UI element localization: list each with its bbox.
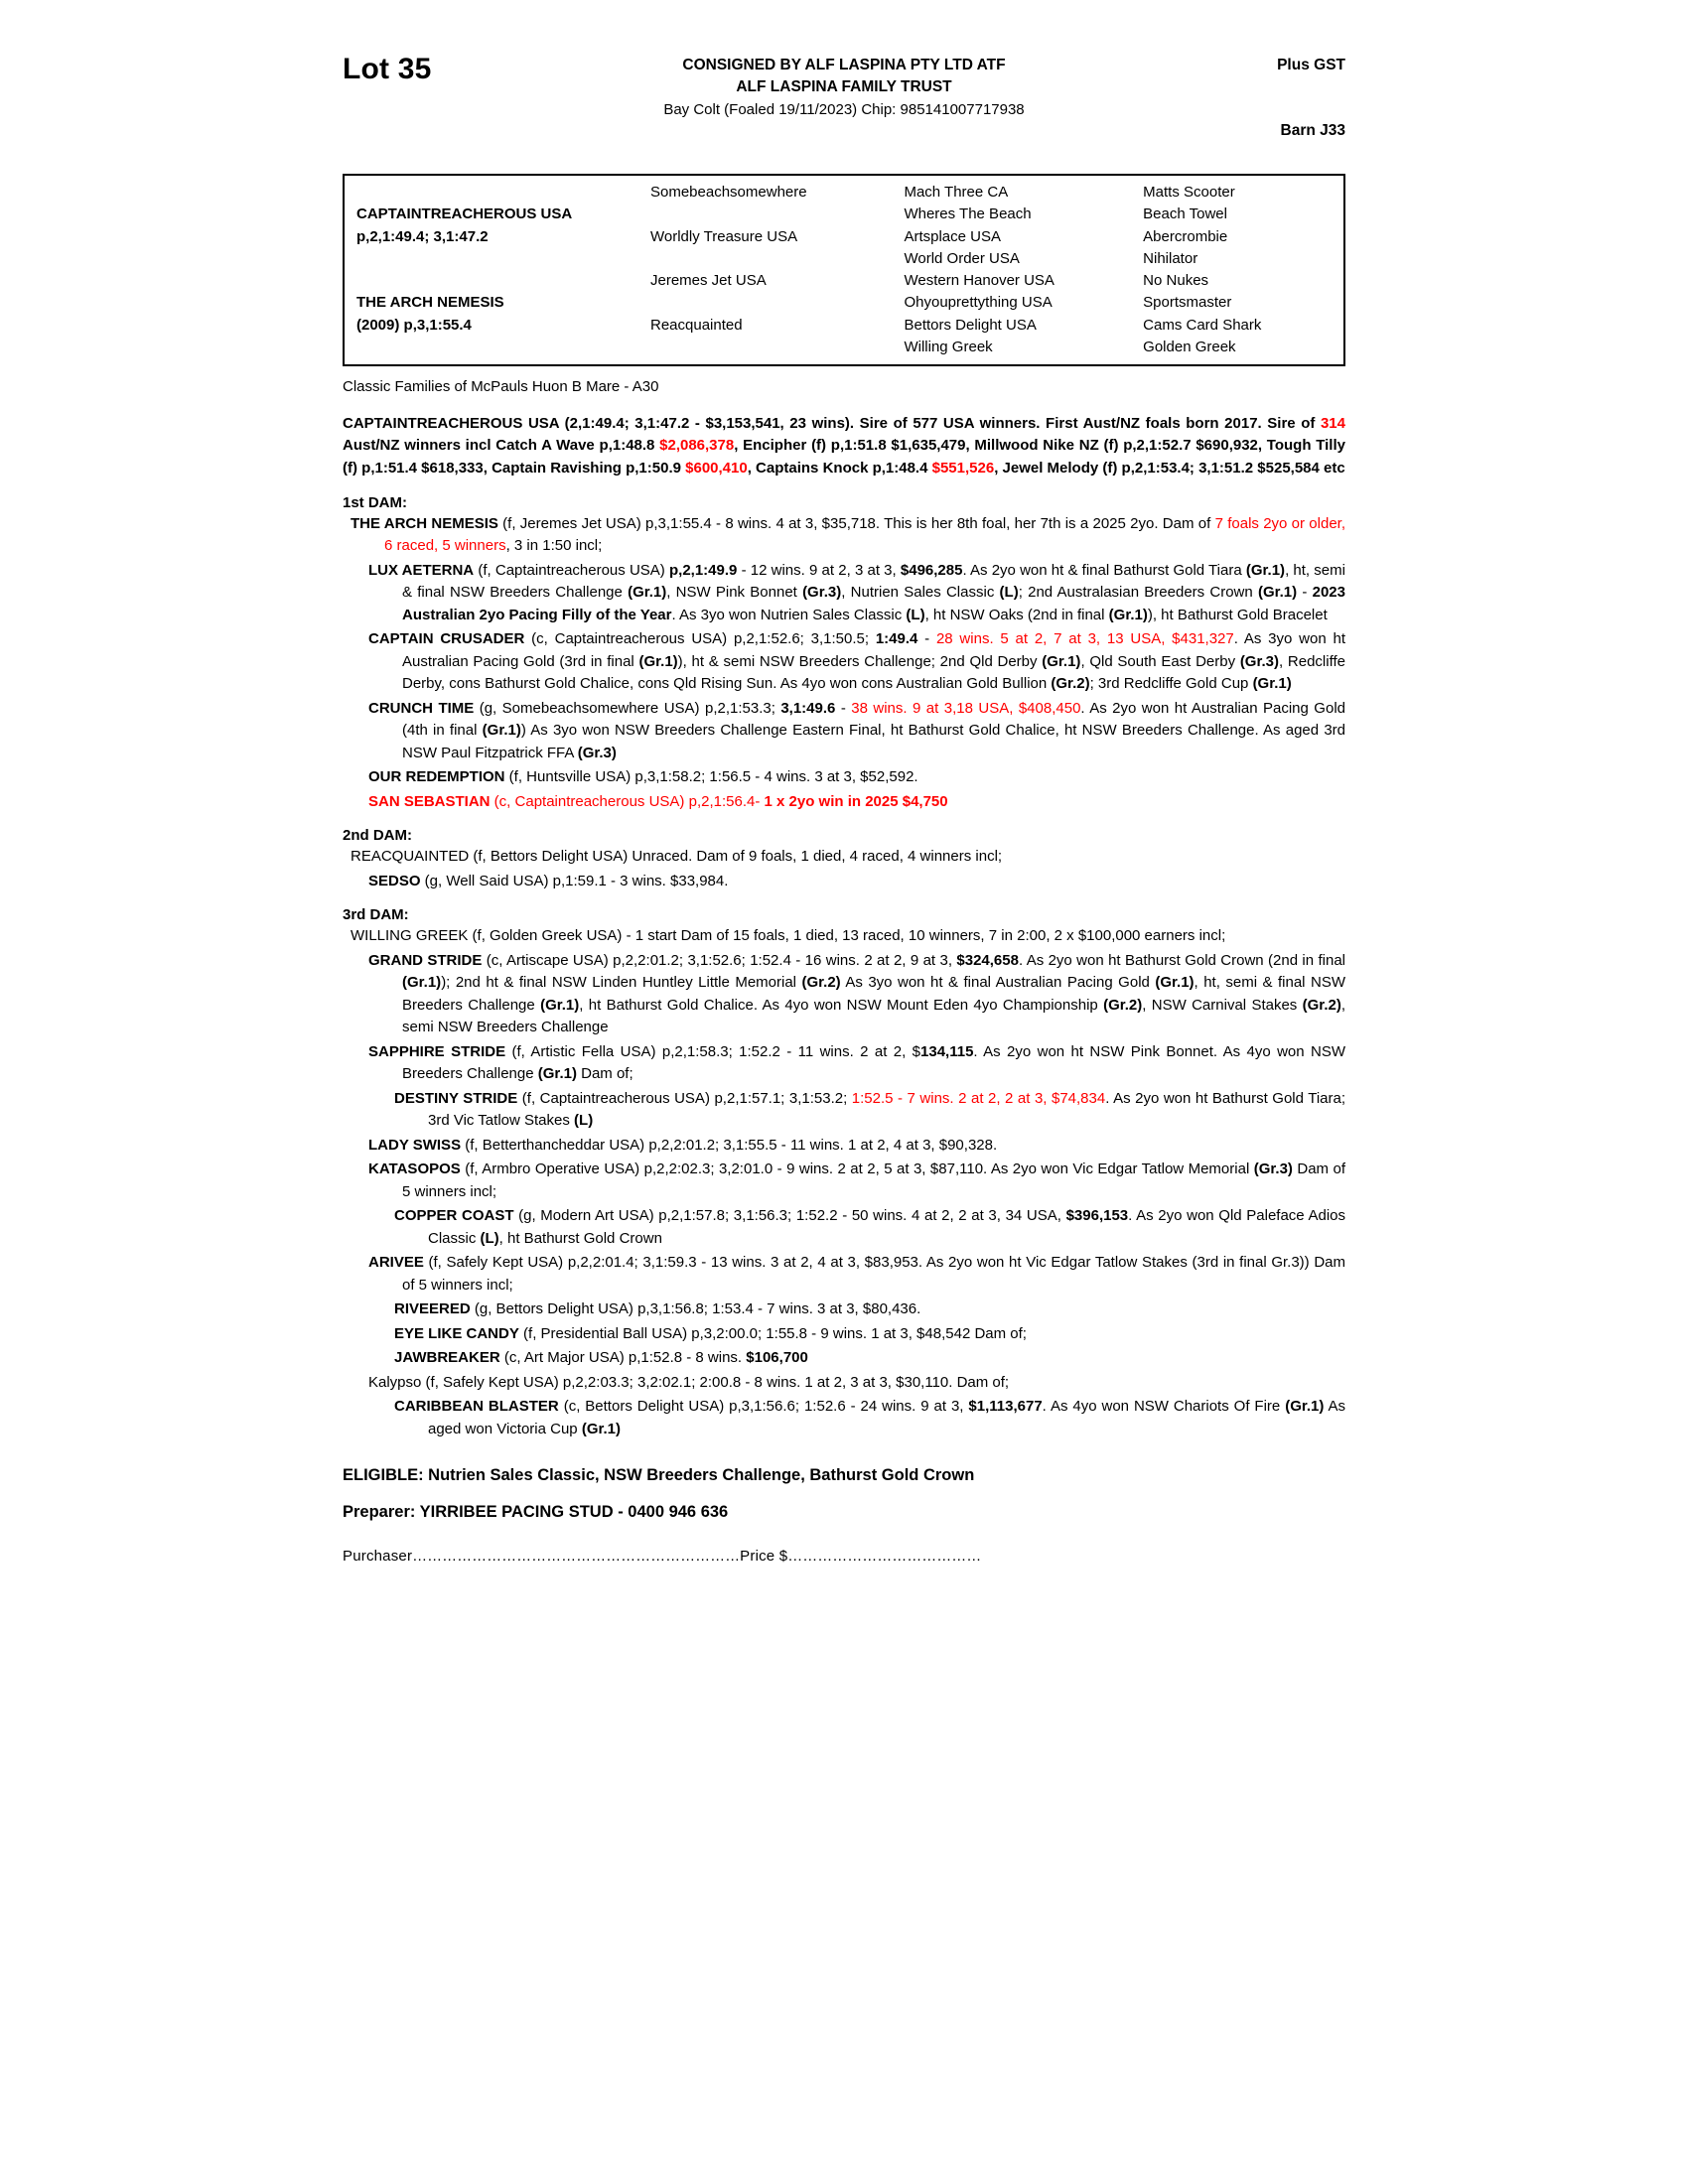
entry-name: $496,285	[900, 561, 963, 579]
entry-text: (f, Betterthancheddar USA) p,2,2:01.2; 3,1:55.5 - 11 wins. 1 at 2, 4 at 3, $90,328.	[461, 1136, 998, 1154]
entry-name: JAWBREAKER	[394, 1349, 500, 1367]
pedigree-entry	[368, 871, 1345, 893]
entry-name: (Gr.2)	[801, 974, 841, 992]
entry-text: (f, Captaintreacherous USA)	[474, 561, 669, 579]
pedigree-cell-gen4: Golden Greek	[1143, 338, 1236, 355]
entry-text: ), ht & semi NSW Breeders Challenge; 2nd Qld Derby	[677, 652, 1043, 670]
pedigree-cell-gen4: Nihilator	[1143, 249, 1198, 267]
entry-name: (Gr.1)	[1257, 584, 1298, 602]
preparer-line: Preparer: YIRRIBEE PACING STUD - 0400 946 636	[343, 1503, 729, 1522]
entry-name: LUX AETERNA	[368, 561, 475, 579]
entry-text: , ht NSW Oaks (2nd in final	[924, 606, 1109, 623]
pedigree-cell-gen4: Abercrombie	[1143, 227, 1228, 245]
entry-text: Kalypso (f, Safely Kept USA) p,2,2:03.3; 3,2:02.1; 2:00.8 - 8 wins. 1 at 2, 3 at 3, $30,110. Dam of;	[368, 1373, 1010, 1391]
pedigree-row	[345, 248, 1343, 270]
entry-name: 2023 Australian 2yo Pacing Filly of the Year	[402, 584, 1345, 623]
entry-name: OUR REDEMPTION	[368, 768, 505, 786]
sire-highlight: $551,526	[931, 460, 995, 478]
entry-text: , Nutrien Sales Classic	[841, 584, 1000, 602]
entry-text: (f, Armbro Operative USA) p,2,2:02.3; 3,2:01.0 - 9 wins. 2 at 2, 5 at 3, $87,110. As 2yo won Vic Edgar Tatlow Memorial	[460, 1160, 1254, 1178]
pedigree-entry	[368, 766, 1345, 789]
sire-text: CAPTAINTREACHEROUS USA (2,1:49.4; 3,1:47.2 - $3,153,541, 23 wins). Sire of 577 USA winners. First Aust/NZ foals born 2017. Sire of	[343, 414, 1321, 432]
entry-name: (L)	[574, 1112, 594, 1130]
entry-name: (L)	[480, 1229, 499, 1247]
pedigree-cell-gen3: Bettors Delight USA	[904, 316, 1037, 334]
entry-name: (Gr.3)	[1239, 652, 1279, 670]
pedigree-cell-gen2	[646, 248, 900, 270]
dam-section-heading: 2nd DAM:	[343, 827, 412, 845]
entry-highlight: 38 wins. 9 at 3,18 USA, $408,450	[851, 699, 1081, 717]
pedigree-sections	[343, 494, 1345, 1441]
pedigree-cell-gen1: CAPTAINTREACHEROUS USA	[356, 205, 573, 223]
entry-text: , ht Bathurst Gold Crown	[498, 1229, 662, 1247]
entry-highlight: 7 foals 2yo or older, 6 raced, 5 winners	[384, 514, 1345, 555]
pedigree-cell-gen2	[646, 204, 900, 225]
sire-text: , Encipher (f) p,1:51.8 $1,635,479, Millwood Nike NZ (f) p,2,1:52.7 $690,932, Tough Tilly (f) p,1:51.4 $618,333, Captain Ravishing p,1:50.9	[343, 437, 1345, 478]
entry-text: , ht, semi & final NSW Breeders Challenge	[402, 974, 1345, 1014]
entry-name: (Gr.1)	[537, 1065, 577, 1083]
pedigree-entry	[368, 628, 1345, 696]
pedigree-cell-gen1: p,2,1:49.4; 3,1:47.2	[356, 227, 489, 245]
entry-name: 1:49.4	[875, 630, 918, 648]
pedigree-cell-gen3: Willing Greek	[904, 338, 993, 355]
consignor-line-1: CONSIGNED BY ALF LASPINA PTY LTD ATF	[682, 57, 1006, 73]
pedigree-cell-gen2: Somebeachsomewhere	[650, 184, 807, 201]
entry-name: $396,153	[1065, 1207, 1129, 1225]
pedigree-cell-gen3: Wheres The Beach	[904, 205, 1032, 223]
entry-text: WILLING GREEK (f, Golden Greek USA) - 1 start Dam of 15 foals, 1 died, 13 raced, 10 winners, 7 in 2:00, 2 x $100,000 earners incl;	[351, 927, 1226, 945]
entry-name: (Gr.1)	[581, 1420, 622, 1437]
sire-highlight: $600,410	[685, 460, 748, 478]
entry-name: (Gr.1)	[1285, 1398, 1325, 1416]
entry-name: 3,1:49.6	[780, 699, 836, 717]
page-header	[343, 45, 1345, 154]
entry-text: (g, Bettors Delight USA) p,3,1:56.8; 1:53.4 - 7 wins. 3 at 3, $80,436.	[470, 1300, 921, 1318]
entry-name: (Gr.3)	[802, 584, 842, 602]
pedigree-cell-gen4: Sportsmaster	[1143, 294, 1232, 312]
pedigree-row	[345, 270, 1343, 292]
entry-text: ; 3rd Redcliffe Gold Cup	[1089, 675, 1253, 693]
pedigree-cell-gen2	[646, 292, 900, 314]
entry-name: SAPPHIRE STRIDE	[368, 1042, 506, 1060]
catalogue-sheet	[343, 45, 1345, 1565]
entry-name: (Gr.1)	[482, 722, 521, 740]
pedigree-cell-gen2: Jeremes Jet USA	[650, 272, 767, 289]
pedigree-cell-gen2	[646, 337, 900, 358]
entry-name: CARIBBEAN BLASTER	[394, 1398, 559, 1416]
entry-name: (Gr.1)	[1155, 974, 1195, 992]
entry-text: REACQUAINTED (f, Bettors Delight USA) Unraced. Dam of 9 foals, 1 died, 4 raced, 4 winners incl;	[351, 848, 1003, 866]
entry-text: (g, Well Said USA) p,1:59.1 - 3 wins. $33,984.	[420, 872, 729, 889]
entry-text: (g, Modern Art USA) p,2,1:57.8; 3,1:56.3; 1:52.2 - 50 wins. 4 at 2, 2 at 3, 34 USA,	[513, 1207, 1066, 1225]
pedigree-row	[345, 315, 1343, 337]
pedigree-entry	[394, 1396, 1345, 1440]
entry-text: . As 2yo won ht & final Bathurst Gold Tiara	[962, 561, 1246, 579]
entry-name: ARIVEE	[368, 1254, 424, 1272]
entry-text: -	[917, 630, 936, 648]
entry-text: ); 2nd ht & final NSW Linden Huntley Little Memorial	[441, 974, 802, 992]
price-label: Price $	[740, 1548, 788, 1566]
entry-name: CAPTAIN CRUSADER	[368, 630, 525, 648]
entry-name: KATASOPOS	[368, 1160, 461, 1178]
sire-highlight: 314	[1320, 414, 1345, 432]
consignor-line-2: ALF LASPINA FAMILY TRUST	[736, 78, 952, 96]
entry-name: (Gr.3)	[1253, 1160, 1293, 1178]
sire-text: , Captains Knock p,1:48.4	[747, 460, 932, 478]
entry-text: . As 2yo won ht NSW Pink Bonnet. As 4yo won NSW Breeders Challenge	[402, 1042, 1345, 1083]
entry-text: (c, Captaintreacherous USA) p,2,1:52.6; 3,1:50.5;	[524, 630, 876, 648]
entry-text: (f, Captaintreacherous USA) p,2,1:57.1; 3,1:53.2;	[517, 1089, 852, 1107]
entry-name: p,2,1:49.9	[669, 561, 738, 579]
pedigree-entry	[368, 560, 1345, 627]
pedigree-entry	[368, 950, 1345, 1039]
pedigree-entry	[368, 698, 1345, 765]
entry-text: (c, Art Major USA) p,1:52.8 - 8 wins.	[499, 1349, 747, 1367]
pedigree-row	[345, 204, 1343, 225]
pedigree-entry	[394, 1323, 1345, 1346]
pedigree-entry	[394, 1347, 1345, 1370]
entry-text: Dam of;	[576, 1065, 633, 1083]
entry-name: $106,700	[746, 1349, 808, 1367]
plus-gst-label: Plus GST	[1277, 57, 1345, 73]
entry-text: . As 2yo won ht Bathurst Gold Tiara; 3rd Vic Tatlow Stakes	[428, 1089, 1346, 1130]
entry-name: THE ARCH NEMESIS	[351, 514, 498, 532]
pedigree-entry	[394, 1088, 1345, 1133]
entry-highlight: 28 wins. 5 at 2, 7 at 3, 13 USA, $431,327	[935, 630, 1234, 648]
pedigree-entry	[351, 925, 1345, 948]
eligible-line: ELIGIBLE: Nutrien Sales Classic, NSW Breeders Challenge, Bathurst Gold Crown	[343, 1466, 975, 1485]
pedigree-cell-gen4: Cams Card Shark	[1143, 316, 1262, 334]
purchaser-dots: …………………………………………………………	[412, 1548, 741, 1566]
pedigree-entry	[394, 1298, 1345, 1321]
pedigree-entry	[368, 1041, 1345, 1086]
entry-name: (L)	[999, 584, 1019, 602]
pedigree-cell-gen1	[345, 248, 646, 270]
entry-text: (g, Somebeachsomewhere USA) p,2,1:53.3;	[474, 699, 781, 717]
entry-text: (f, Presidential Ball USA) p,3,2:00.0; 1:55.8 - 9 wins. 1 at 3, $48,542 Dam of;	[518, 1324, 1027, 1342]
entry-name: (Gr.2)	[1302, 996, 1341, 1014]
dam-section-heading: 3rd DAM:	[343, 906, 409, 924]
entry-text: (c, Artiscape USA) p,2,2:01.2; 3,1:52.6; 1:52.4 - 16 wins. 2 at 2, 9 at 3,	[482, 951, 957, 969]
entry-text: , semi NSW Breeders Challenge	[402, 996, 1345, 1036]
pedigree-row	[345, 226, 1343, 248]
classic-families-line: Classic Families of McPauls Huon B Mare - A30	[343, 378, 659, 395]
entry-name: (Gr.1)	[1108, 606, 1148, 623]
price-dots: …………………………………	[787, 1548, 982, 1566]
entry-name: LADY SWISS	[368, 1136, 462, 1154]
entry-name: GRAND STRIDE	[368, 951, 483, 969]
entry-text: As aged won Victoria Cup	[428, 1398, 1346, 1437]
entry-name: SAN SEBASTIAN	[368, 792, 491, 810]
entry-name: (Gr.1)	[540, 996, 580, 1014]
entry-name: CRUNCH TIME	[368, 699, 475, 717]
pedigree-cell-gen1	[345, 337, 646, 358]
pedigree-cell-gen3: World Order USA	[904, 249, 1020, 267]
pedigree-row	[345, 182, 1343, 204]
pedigree-cell-gen4: Matts Scooter	[1143, 184, 1235, 201]
pedigree-cell-gen1: (2009) p,3,1:55.4	[356, 316, 472, 334]
entry-name: COPPER COAST	[394, 1207, 514, 1225]
entry-name: (Gr.1)	[638, 652, 678, 670]
pedigree-row	[345, 337, 1343, 358]
pedigree-grid	[345, 182, 1343, 358]
entry-text: (f, Artistic Fella USA) p,2,1:58.3; 1:52.2 - 11 wins. 2 at 2, $	[505, 1042, 921, 1060]
entry-text: , 3 in 1:50 incl;	[505, 537, 603, 555]
entry-text: . As 4yo won NSW Chariots Of Fire	[1042, 1398, 1286, 1416]
foal-details: Bay Colt (Foaled 19/11/2023) Chip: 985141007717938	[663, 101, 1025, 118]
entry-text: , Redcliffe Derby, cons Bathurst Gold Chalice, cons Qld Rising Sun. As 4yo won cons Australian Gold Bullion	[402, 652, 1345, 693]
pedigree-table	[343, 174, 1345, 366]
entry-text: . As 2yo won ht Bathurst Gold Crown (2nd in final	[1018, 951, 1346, 969]
entry-text: (f, Safely Kept USA) p,2,2:01.4; 3,1:59.3 - 13 wins. 3 at 2, 4 at 3, $83,953. As 2yo won ht Vic Edgar Tatlow Stakes (3rd in final Gr.3)) Dam of 5 winners incl;	[402, 1254, 1345, 1294]
sire-paragraph	[343, 413, 1345, 480]
barn-label: Barn J33	[1280, 122, 1345, 139]
pedigree-cell-gen4: No Nukes	[1143, 272, 1209, 289]
pedigree-cell-gen3: Western Hanover USA	[904, 272, 1055, 289]
entry-text: - 12 wins. 9 at 2, 3 at 3,	[737, 561, 901, 579]
entry-text: -	[1297, 584, 1313, 602]
entry-name: (Gr.2)	[1051, 675, 1090, 693]
entry-text: ), ht Bathurst Gold Bracelet	[1147, 606, 1328, 623]
pedigree-cell-gen1	[345, 270, 646, 292]
pedigree-entry	[368, 1135, 1345, 1158]
entry-text: , NSW Pink Bonnet	[666, 584, 803, 602]
pedigree-entry	[351, 846, 1345, 869]
sire-text: , Jewel Melody (f) p,2,1:53.4; 3,1:51.2 $525,584 etc	[994, 460, 1345, 478]
pedigree-cell-gen3: Ohyouprettything USA	[904, 294, 1053, 312]
entry-text: . As 2yo won Qld Paleface Adios Classic	[428, 1207, 1345, 1247]
entry-text: , ht, semi & final NSW Breeders Challenge	[402, 561, 1345, 602]
entry-name: $324,658	[956, 951, 1019, 969]
entry-name: SEDSO	[368, 872, 421, 889]
pedigree-cell-gen3: Artsplace USA	[904, 227, 1002, 245]
entry-name: RIVEERED	[394, 1300, 471, 1318]
entry-name: (Gr.1)	[628, 584, 667, 602]
entry-text: (f, Huntsville USA) p,3,1:58.2; 1:56.5 - 4 wins. 3 at 3, $52,592.	[504, 768, 918, 786]
entry-text: . As 3yo won Nutrien Sales Classic	[671, 606, 907, 623]
entry-text: (f, Jeremes Jet USA) p,3,1:55.4 - 8 wins. 4 at 3, $35,718. This is her 8th foal, her 7th is a 2025 2yo. Dam of	[497, 514, 1215, 532]
entry-text: Dam of 5 winners incl;	[402, 1160, 1346, 1200]
entry-text: . As 2yo won ht Australian Pacing Gold (4th in final	[402, 699, 1345, 740]
pedigree-row	[345, 292, 1343, 314]
entry-highlight: 1:52.5 - 7 wins. 2 at 2, 2 at 3, $74,834	[851, 1089, 1106, 1107]
pedigree-entry	[394, 1205, 1345, 1250]
dam-section-heading: 1st DAM:	[343, 493, 408, 511]
entry-name: (Gr.1)	[1252, 675, 1292, 693]
pedigree-entry	[368, 1372, 1345, 1395]
purchaser-label: Purchaser	[343, 1548, 413, 1566]
entry-text: As 3yo won ht & final Australian Pacing Gold	[840, 974, 1156, 992]
pedigree-cell-gen1: THE ARCH NEMESIS	[356, 294, 504, 312]
entry-name: (Gr.2)	[1103, 996, 1143, 1014]
pedigree-entry	[368, 1252, 1345, 1297]
sire-highlight: $2,086,378	[659, 437, 735, 455]
pedigree-entry	[368, 1159, 1345, 1203]
purchaser-line	[343, 1548, 1345, 1565]
pedigree-entry	[368, 791, 1345, 814]
entry-name: DESTINY STRIDE	[394, 1089, 518, 1107]
entry-text: , Qld South East Derby	[1080, 652, 1240, 670]
entry-name: (Gr.1)	[1245, 561, 1286, 579]
entry-text: , NSW Carnival Stakes	[1142, 996, 1303, 1014]
pedigree-cell-gen2: Worldly Treasure USA	[650, 227, 798, 245]
entry-text: ; 2nd Australasian Breeders Crown	[1018, 584, 1258, 602]
pedigree-cell-gen4: Beach Towel	[1143, 205, 1227, 223]
entry-text: ) As 3yo won NSW Breeders Challenge Eastern Final, ht Bathurst Gold Chalice, ht NSW Breeders Challenge. As aged 3rd NSW Paul Fitzpatrick FFA	[402, 722, 1346, 761]
lot-number: Lot 35	[343, 53, 432, 85]
entry-name: EYE LIKE CANDY	[394, 1324, 519, 1342]
entry-highlight: (c, Captaintreacherous USA) p,2,1:56.4-	[490, 792, 765, 810]
entry-name: (Gr.1)	[1042, 652, 1081, 670]
entry-name: $1,113,677	[968, 1398, 1043, 1416]
entry-text: (c, Bettors Delight USA) p,3,1:56.6; 1:52.6 - 24 wins. 9 at 3,	[558, 1398, 969, 1416]
sire-text: Aust/NZ winners incl Catch A Wave p,1:48.8	[343, 437, 660, 455]
pedigree-cell-gen3: Mach Three CA	[904, 184, 1009, 201]
entry-text: . As 3yo won ht Australian Pacing Gold (3rd in final	[402, 630, 1345, 670]
entry-text: -	[835, 699, 852, 717]
consignor-block	[521, 55, 1167, 99]
pedigree-cell-gen2: Reacquainted	[650, 316, 743, 334]
pedigree-entry	[351, 513, 1345, 558]
entry-name: (Gr.3)	[577, 744, 617, 761]
entry-text: , ht Bathurst Gold Chalice. As 4yo won NSW Mount Eden 4yo Championship	[579, 996, 1104, 1014]
entry-name: 1 x 2yo win in 2025 $4,750	[764, 792, 948, 810]
entry-name: 134,115	[920, 1042, 974, 1060]
pedigree-cell-gen1	[345, 182, 646, 204]
entry-name: (L)	[906, 606, 925, 623]
entry-name: (Gr.1)	[402, 974, 442, 992]
